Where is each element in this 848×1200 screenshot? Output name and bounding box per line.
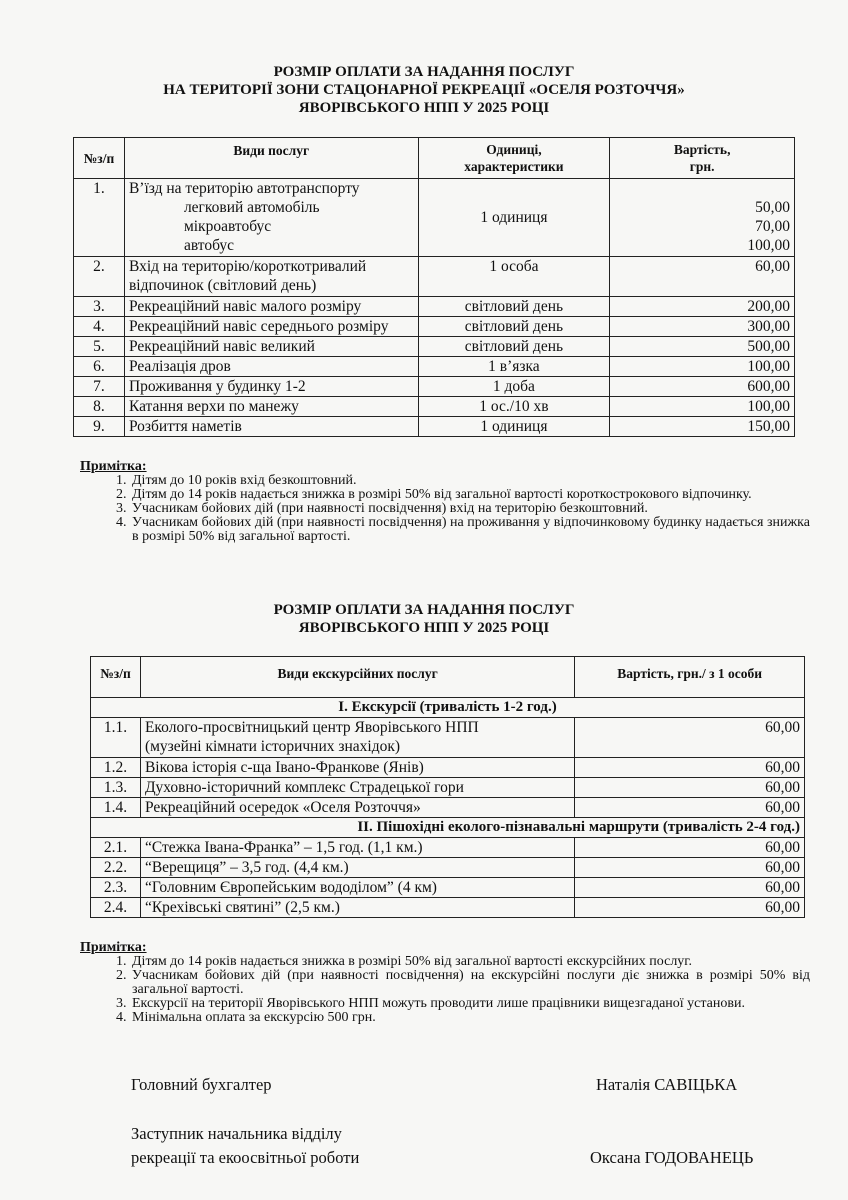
row-service: Реалізація дров	[124, 357, 418, 377]
header-price	[610, 138, 795, 179]
header-service: Види екскурсійних послуг	[140, 657, 574, 698]
row-service: “Верещиця” – 3,5 год. (4,4 км.)	[140, 858, 574, 878]
row-price: 60,00	[575, 798, 805, 818]
note-item: 1. Дітям до 14 років надається знижка в розмірі 50% від загальної вартості екскурсійних послуг.	[130, 955, 810, 969]
row-num: 2.2.	[91, 858, 141, 878]
table-header-row	[74, 138, 795, 179]
table-row	[74, 337, 795, 357]
row-num: 1.4.	[91, 798, 141, 818]
section-row	[91, 698, 805, 718]
row-price: 60,00	[575, 838, 805, 858]
row-service: Катання верхи по манежу	[124, 397, 418, 417]
row-unit: 1 доба	[418, 377, 610, 397]
notes-1	[80, 460, 810, 544]
note-item: 4. Мінімальна оплата за екскурсію 500 грн.	[130, 1011, 810, 1025]
header-num: №з/п	[74, 138, 125, 179]
deputy-name: Оксана ГОДОВАНЕЦЬ	[590, 1148, 754, 1167]
row-unit: світловий день	[418, 337, 610, 357]
row-price: 60,00	[575, 718, 805, 758]
row-num: 5.	[74, 337, 125, 357]
row-price: 60,00	[575, 758, 805, 778]
table-row	[91, 898, 805, 918]
excursions-table	[90, 656, 805, 918]
doc1-title-line-3: ЯВОРІВСЬКОГО НПП У 2025 РОЦІ	[298, 100, 550, 116]
accountant-name: Наталія САВІЦЬКА	[596, 1075, 738, 1094]
row-price: 100,00	[610, 357, 795, 377]
row-num: 8.	[74, 397, 125, 417]
header-service: Види послуг	[124, 138, 418, 179]
row-service: Рекреаційний навіс великий	[124, 337, 418, 357]
table-row	[74, 417, 795, 437]
deputy-title	[131, 1122, 359, 1170]
note-title: Примітка:	[80, 459, 147, 474]
table-row	[74, 357, 795, 377]
row-num: 1.2.	[91, 758, 141, 778]
doc1-title-line-1: РОЗМІР ОПЛАТИ ЗА НАДАННЯ ПОСЛУГ	[273, 64, 575, 80]
table-header-row	[91, 657, 805, 698]
table-row	[91, 718, 805, 758]
table-row	[91, 778, 805, 798]
row-price: 200,00	[610, 297, 795, 317]
table-row	[74, 179, 795, 257]
header-unit	[418, 138, 610, 179]
row-num: 9.	[74, 417, 125, 437]
note-item: 3. Екскурсії на території Яворівського НПП можуть проводити лише працівники вищезгаданої установи.	[130, 997, 810, 1011]
row-service-line: Еколого-просвітницький центр Яворівського НПП	[144, 719, 479, 736]
row-price-value: 70,00	[755, 218, 790, 235]
row-num: 4.	[74, 317, 125, 337]
row-service: “Стежка Івана-Франка” – 1,5 год. (1,1 км.)	[140, 838, 574, 858]
row-service-line: Вхід на територію/короткотривалий	[128, 258, 367, 275]
row-num: 1.1.	[91, 718, 141, 758]
row-service: Рекреаційний навіс середнього розміру	[124, 317, 418, 337]
note-item: 3. Учасникам бойових дій (при наявності посвідчення) вхід на територію безкоштовний.	[130, 502, 810, 516]
row-price: 60,00	[575, 778, 805, 798]
row-num: 2.1.	[91, 838, 141, 858]
row-unit: 1 в’язка	[418, 357, 610, 377]
note-item: 2. Дітям до 14 років надається знижка в розмірі 50% від загальної вартості короткострокового відпочинку.	[130, 488, 810, 502]
row-num: 7.	[74, 377, 125, 397]
row-unit: світловий день	[418, 297, 610, 317]
row-service: “Головним Європейським вододілом” (4 км)	[140, 878, 574, 898]
doc2-title-line-2: ЯВОРІВСЬКОГО НПП У 2025 РОЦІ	[298, 620, 550, 636]
table-row	[74, 377, 795, 397]
row-price: 300,00	[610, 317, 795, 337]
section-title: ІІ. Пішохідні еколого-пізнавальні маршрути (тривалість 2-4 год.)	[91, 818, 805, 838]
row-price: 100,00	[610, 397, 795, 417]
row-price-value: 50,00	[755, 199, 790, 216]
row-price: 150,00	[610, 417, 795, 437]
accountant-title: Головний бухгалтер	[131, 1075, 272, 1094]
row-price: 60,00	[575, 898, 805, 918]
row-price: 60,00	[610, 257, 795, 297]
table-row	[74, 317, 795, 337]
section-title: І. Екскурсії (тривалість 1-2 год.)	[91, 698, 805, 718]
row-service: Проживання у будинку 1-2	[124, 377, 418, 397]
row-subitem: автобус	[183, 237, 234, 254]
header-unit-line-1: Одиниці,	[486, 142, 542, 157]
row-subitem: мікроавтобус	[183, 218, 272, 235]
row-price	[610, 179, 795, 257]
table-row	[91, 758, 805, 778]
row-service-line: (музейні кімнати історичних знахідок)	[144, 738, 401, 755]
row-service: Духовно-історичний комплекс Страдецької гори	[140, 778, 574, 798]
row-subitem: легковий автомобіль	[183, 199, 320, 216]
row-num: 2.4.	[91, 898, 141, 918]
table-row	[74, 257, 795, 297]
table-row	[91, 798, 805, 818]
row-service: “Крехівські святині” (2,5 км.)	[140, 898, 574, 918]
row-unit: світловий день	[418, 317, 610, 337]
note-item: 4. Учасникам бойових дій (при наявності посвідчення) на проживання у відпочинковому будинку надається знижка в розмірі 50% від загальної вартості.	[130, 516, 810, 544]
row-unit: 1 ос./10 хв	[418, 397, 610, 417]
section-row	[91, 818, 805, 838]
doc1-title	[0, 63, 848, 117]
row-price: 500,00	[610, 337, 795, 357]
doc1-title-line-2: НА ТЕРИТОРІЇ ЗОНИ СТАЦОНАРНОЇ РЕКРЕАЦІЇ «ОСЕЛЯ РОЗТОЧЧЯ»	[163, 82, 685, 98]
row-num: 2.	[74, 257, 125, 297]
row-service-title: В’їзд на територію автотранспорту	[128, 180, 360, 197]
row-price: 600,00	[610, 377, 795, 397]
row-unit: 1 одиниця	[418, 417, 610, 437]
header-price-line-2: грн.	[689, 159, 715, 174]
table-row	[91, 878, 805, 898]
notes-2	[80, 941, 810, 1025]
row-service: Вікова історія с-ща Івано-Франкове (Янів)	[140, 758, 574, 778]
row-service	[124, 257, 418, 297]
row-num: 1.3.	[91, 778, 141, 798]
deputy-title-line-2: рекреації та екоосвітньої роботи	[131, 1148, 360, 1167]
table-row	[74, 397, 795, 417]
header-num: №з/п	[91, 657, 141, 698]
services-table	[73, 137, 795, 437]
note-title: Примітка:	[80, 940, 147, 955]
row-num: 3.	[74, 297, 125, 317]
row-price: 60,00	[575, 878, 805, 898]
row-service: Рекреаційний осередок «Оселя Розточчя»	[140, 798, 574, 818]
row-num: 2.3.	[91, 878, 141, 898]
deputy-title-line-1: Заступник начальника відділу	[131, 1124, 342, 1143]
header-price: Вартість, грн./ з 1 особи	[575, 657, 805, 698]
row-unit: 1 одиниця	[418, 179, 610, 257]
row-num: 6.	[74, 357, 125, 377]
row-service: Рекреаційний навіс малого розміру	[124, 297, 418, 317]
table-row	[74, 297, 795, 317]
doc2-title-line-1: РОЗМІР ОПЛАТИ ЗА НАДАННЯ ПОСЛУГ	[273, 602, 575, 618]
note-item: 1. Дітям до 10 років вхід безкоштовний.	[130, 474, 810, 488]
doc2-title	[0, 601, 848, 637]
row-price-value: 100,00	[747, 237, 790, 254]
row-num: 1.	[74, 179, 125, 257]
row-service: Розбиття наметів	[124, 417, 418, 437]
table-row	[91, 838, 805, 858]
note-item: 2. Учасникам бойових дій (при наявності посвідчення) на екскурсійні послуги діє знижка в розмірі 50% від загальної вартості.	[130, 969, 810, 997]
header-unit-line-2: характеристики	[464, 159, 564, 174]
row-service	[140, 718, 574, 758]
row-service-line: відпочинок (світловий день)	[128, 277, 317, 294]
header-price-line-1: Вартість,	[673, 142, 731, 157]
row-unit: 1 особа	[418, 257, 610, 297]
row-price: 60,00	[575, 858, 805, 878]
row-service	[124, 179, 418, 257]
table-row	[91, 858, 805, 878]
